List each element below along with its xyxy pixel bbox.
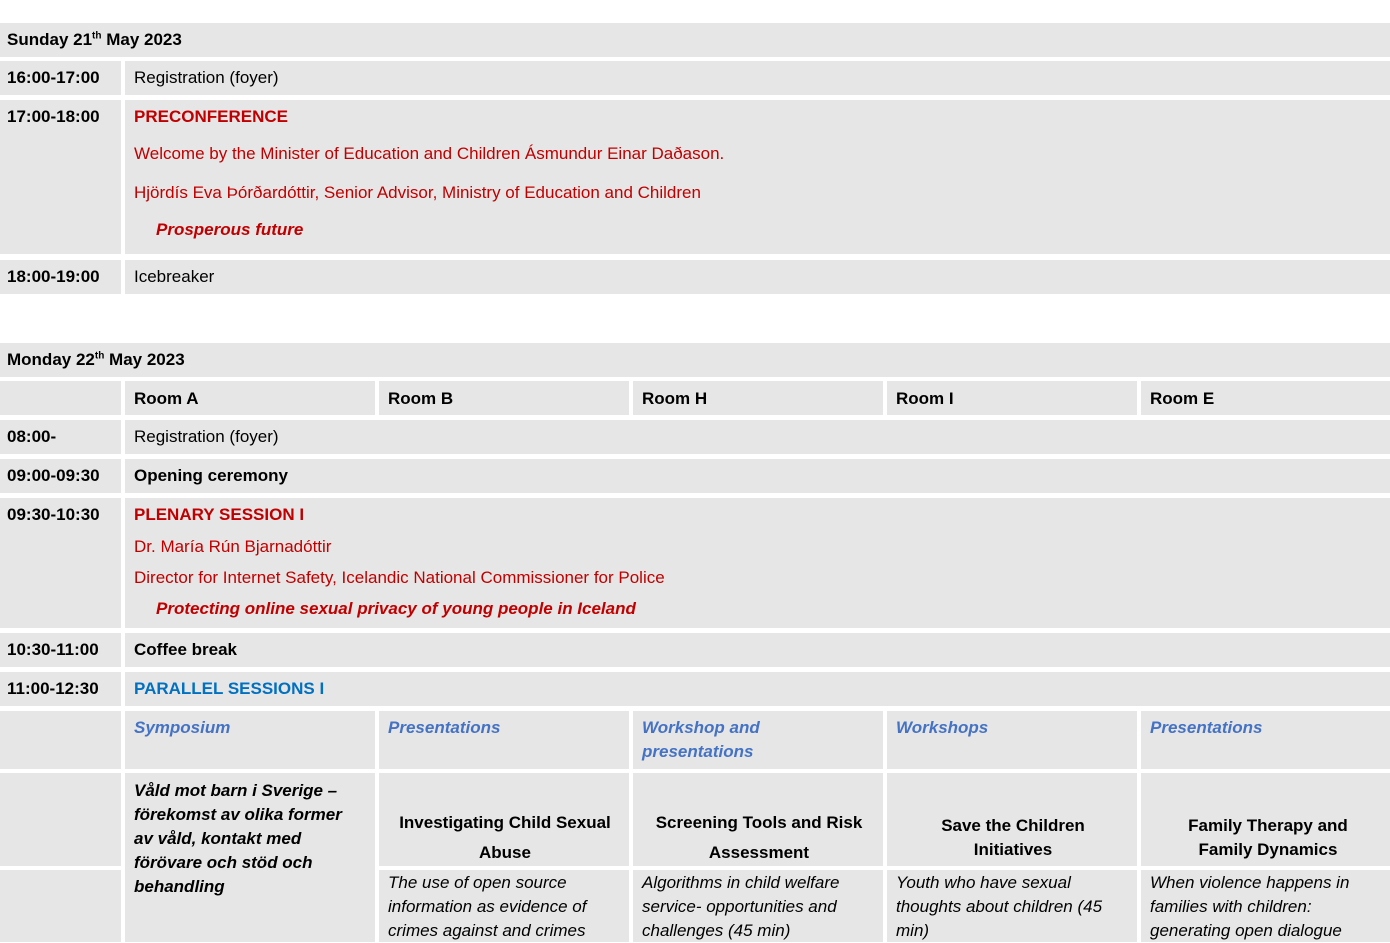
room-h-label: Room H <box>642 389 708 408</box>
session-type-workshop: Workshop and presentations <box>642 718 760 761</box>
session-title-screening: Screening Tools and Risk Assessment <box>655 813 863 862</box>
content-cell <box>125 459 1390 493</box>
plenary-talk-title: Protecting online sexual privacy of young people in Iceland <box>156 599 636 618</box>
registration-text: Registration (foyer) <box>134 427 279 446</box>
plenary-role: Director for Internet Safety, Icelandic National Commissioner for Police <box>134 568 665 587</box>
talk-youth: Youth who have sexual thoughts about children (45 min) <box>896 873 1103 940</box>
room-e-label: Room E <box>1150 389 1215 408</box>
time-label: 18:00-19:00 <box>7 267 100 286</box>
preconference-heading: PRECONFERENCE <box>134 107 288 126</box>
room-a-label: Room A <box>134 389 199 408</box>
registration-text: Registration (foyer) <box>134 68 279 87</box>
monday-header-cell <box>0 343 1390 377</box>
sunday-day-title: Sunday 21th May 2023 <box>7 30 182 49</box>
time-label: 10:30-11:00 <box>7 640 99 659</box>
room-b-label: Room B <box>388 389 454 408</box>
time-label: 09:00-09:30 <box>7 466 100 485</box>
plenary-speaker: Dr. María Rún Bjarnadóttir <box>134 537 332 556</box>
session-title-family-therapy: Family Therapy and Family Dynamics <box>1188 816 1348 859</box>
content-cell <box>125 100 1390 254</box>
icebreaker-text: Icebreaker <box>134 267 215 286</box>
symposium-title: Våld mot barn i Sverige – förekomst av olika former av våld, kontakt med förövare och stöd och behandling <box>134 781 342 896</box>
coffee-break-text: Coffee break <box>134 640 237 659</box>
session-type-workshops: Workshops <box>896 718 989 737</box>
time-cell <box>0 381 121 415</box>
time-label: 09:30-10:30 <box>7 505 100 524</box>
time-cell <box>0 711 121 769</box>
time-label: 16:00-17:00 <box>7 68 100 87</box>
talk-open-source: The use of open source information as evidence of crimes against and crimes <box>388 873 587 940</box>
session-type-presentations-e: Presentations <box>1150 718 1263 737</box>
room-i-label: Room I <box>896 389 954 408</box>
plenary-heading: PLENARY SESSION I <box>134 505 305 524</box>
time-label: 08:00- <box>7 427 57 446</box>
opening-ceremony-text: Opening ceremony <box>134 466 288 485</box>
time-label: 17:00-18:00 <box>7 107 100 126</box>
session-type-symposium: Symposium <box>134 718 231 737</box>
speaker-line: Hjördís Eva Þórðardóttir, Senior Advisor, Ministry of Education and Children <box>134 183 701 202</box>
content-cell <box>125 61 1390 95</box>
session-type-presentations: Presentations <box>388 718 501 737</box>
welcome-line: Welcome by the Minister of Education and Children Ásmundur Einar Daðason. <box>134 144 725 163</box>
talk-title: Prosperous future <box>156 220 304 239</box>
talk-violence: When violence happens in families with children: generating open dialogue <box>1150 873 1350 940</box>
time-label: 11:00-12:30 <box>7 679 99 698</box>
time-cell <box>0 773 121 866</box>
content-cell <box>125 420 1390 454</box>
session-title-investigating: Investigating Child Sexual Abuse <box>399 813 611 862</box>
content-cell <box>125 260 1390 294</box>
monday-day-title: Monday 22th May 2023 <box>7 350 185 369</box>
sunday-header-cell <box>0 23 1390 57</box>
session-title-save-the-children: Save the Children Initiatives <box>941 816 1085 859</box>
talk-algorithms: Algorithms in child welfare service- opportunities and challenges (45 min) <box>642 873 840 940</box>
parallel-sessions-heading: PARALLEL SESSIONS I <box>134 679 325 698</box>
content-cell <box>125 633 1390 667</box>
time-cell <box>0 870 121 942</box>
